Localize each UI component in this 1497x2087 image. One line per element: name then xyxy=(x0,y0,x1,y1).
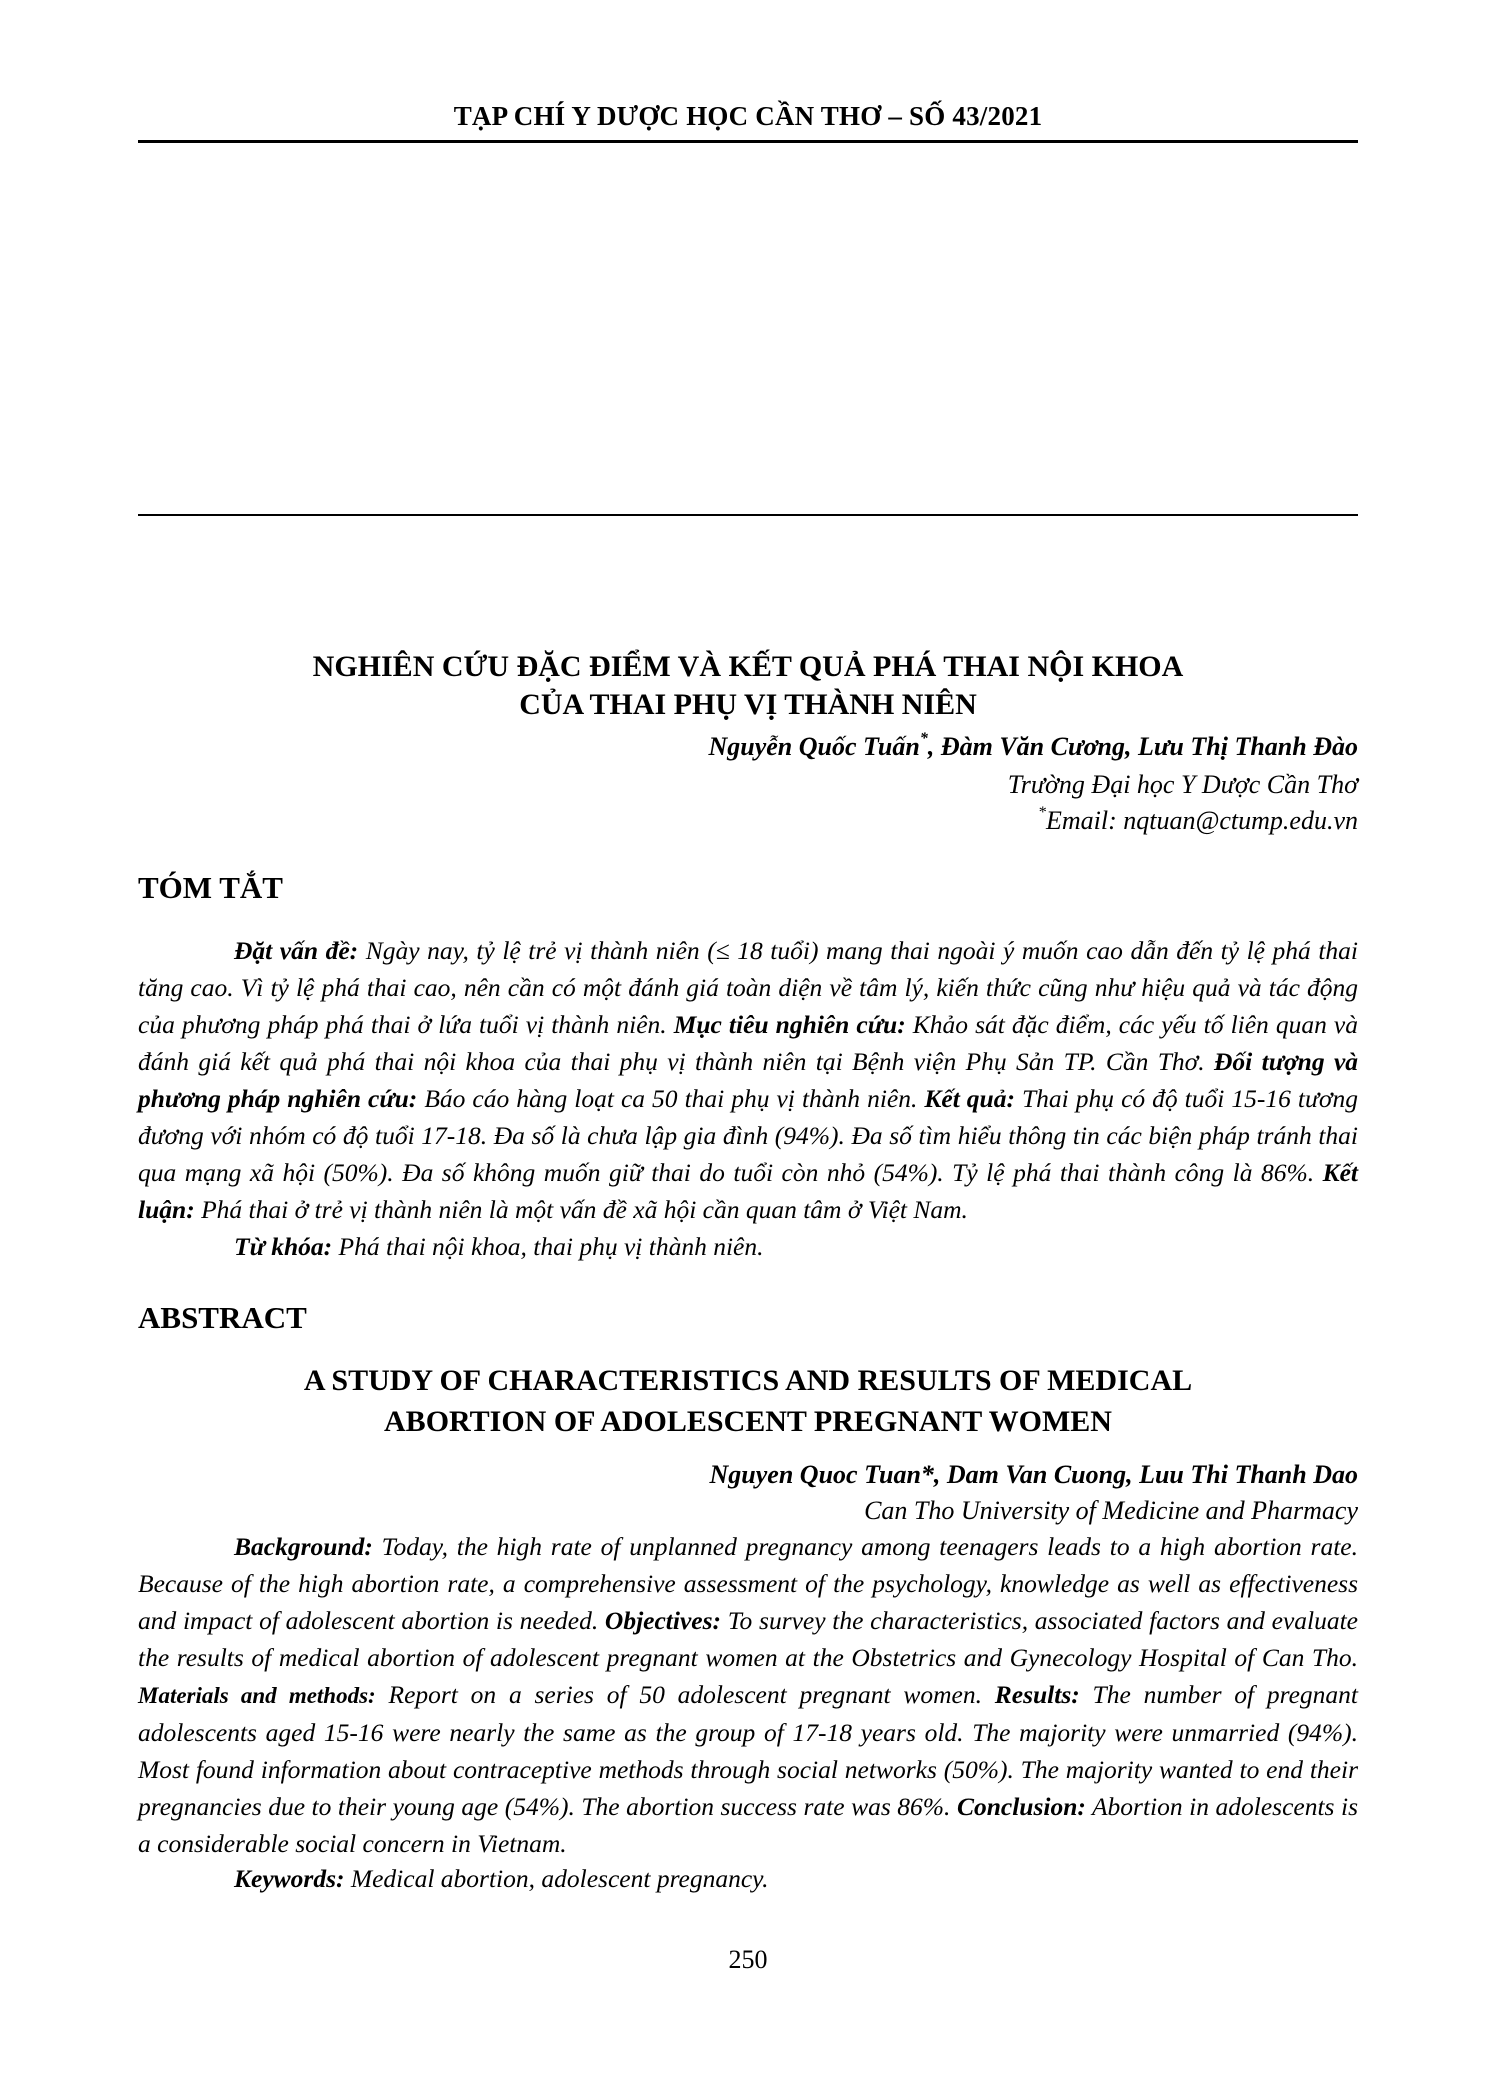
vi-affiliation: Trường Đại học Y Dược Cần Thơ xyxy=(1007,770,1358,799)
en-authors: Nguyen Quoc Tuan*, Dam Van Cuong, Luu Thi Thanh Dao xyxy=(709,1460,1358,1489)
vi-author-1: Nguyễn Quốc Tuấn xyxy=(708,732,920,761)
vi-keywords xyxy=(138,1228,1358,1265)
vi-title-line-1: NGHIÊN CỨU ĐẶC ĐIỂM VÀ KẾT QUẢ PHÁ THAI NỘI KHOA xyxy=(312,650,1184,683)
vi-abstract xyxy=(138,932,1358,1228)
en-background-label: Background: xyxy=(234,1532,373,1561)
vi-authors-rest: , Đàm Văn Cương, Lưu Thị Thanh Đào xyxy=(927,732,1358,761)
journal-running-head: TẠP CHÍ Y DƯỢC HỌC CẦN THƠ – SỐ 43/2021 xyxy=(453,101,1043,131)
en-keywords-label: Keywords: xyxy=(234,1864,345,1893)
vi-email-line xyxy=(138,804,1358,838)
en-results-text: The number of pregnant adolescents aged 15-16 were nearly the same as the group of 17-18 years old. The majority were unmarried (94%). Most found information about contraceptive methods through social networks (50%). The majority wanted to end their pregnancies due to their young age (54%). The abortion success rate was 86%. xyxy=(138,1680,1359,1821)
header-rule xyxy=(138,140,1358,143)
vi-conclusion-label: Kết luận: xyxy=(138,1158,1358,1224)
vi-title-line-2: CỦA THAI PHỤ VỊ THÀNH NIÊN xyxy=(519,688,977,721)
en-results-label: Results: xyxy=(994,1680,1080,1709)
vi-results-label: Kết quả: xyxy=(924,1084,1015,1113)
en-methods-label: Materials and methods: xyxy=(138,1683,376,1708)
vi-background-text: Ngày nay, tỷ lệ trẻ vị thành niên (≤ 18 tuổi) mang thai ngoài ý muốn cao dẫn đến tỷ lệ phá thai tăng cao. Vì tỷ lệ phá thai cao, nên cần có một đánh giá toàn diện về tâm lý, kiến thức cũng như hiệu quả và tác động của phương pháp phá thai ở lứa tuổi vị thành niên. xyxy=(138,936,1358,1039)
vi-keywords-text: Phá thai nội khoa, thai phụ vị thành niên. xyxy=(332,1232,764,1261)
en-keywords-text: Medical abortion, adolescent pregnancy. xyxy=(344,1864,769,1893)
vi-objectives-label: Mục tiêu nghiên cứu: xyxy=(673,1010,906,1039)
en-affiliation: Can Tho University of Medicine and Pharmacy xyxy=(864,1496,1358,1525)
vi-section-heading: TÓM TẮT xyxy=(138,870,283,905)
corresponding-mark: * xyxy=(919,730,928,748)
vi-results-text: Thai phụ có độ tuổi 15-16 tương đương với nhóm có độ tuổi 17-18. Đa số là chưa lập gia đình (94%). Đa số tìm hiểu thông tin các biện pháp tránh thai qua mạng xã hội (50%). Đa số không muốn giữ thai do tuổi còn nhỏ (54%). Tỷ lệ phá thai thành công là 86%. xyxy=(138,1084,1358,1187)
vi-keywords-label: Từ khóa: xyxy=(234,1232,333,1261)
en-abstract xyxy=(138,1528,1358,1862)
email-mark: * xyxy=(1037,804,1046,822)
section-divider xyxy=(138,514,1358,516)
en-keywords xyxy=(138,1860,1358,1897)
vi-background-label: Đặt vấn đề: xyxy=(234,936,359,965)
vi-email[interactable]: Email: nqtuan@ctump.edu.vn xyxy=(1045,806,1358,835)
en-methods-text: Report on a series of 50 adolescent pregnant women. xyxy=(375,1680,995,1709)
en-objectives-label: Objectives: xyxy=(604,1606,722,1635)
en-background-text: Today, the high rate of unplanned pregnancy among teenagers leads to a high abortion rate. Because of the high abortion rate, a comprehensive assessment of the psychology, knowledge as well as effectiveness and impact of adolescent abortion is needed. xyxy=(138,1532,1358,1635)
en-title-line-2: ABORTION OF ADOLESCENT PREGNANT WOMEN xyxy=(384,1405,1112,1438)
en-conclusion-text: Abortion in adolescents is a considerable social concern in Vietnam. xyxy=(138,1792,1359,1858)
en-section-heading: ABSTRACT xyxy=(138,1300,307,1335)
vi-methods-label: Đối tượng và phương pháp nghiên cứu: xyxy=(138,1047,1359,1113)
page-number: 250 xyxy=(728,1945,768,1974)
vi-objectives-text: Khảo sát đặc điểm, các yếu tố liên quan và đánh giá kết quả phá thai nội khoa của thai phụ vị thành niên tại Bệnh viện Phụ Sản TP. Cần Thơ. xyxy=(138,1010,1358,1076)
en-conclusion-label: Conclusion: xyxy=(956,1792,1086,1821)
en-objectives-text: To survey the characteristics, associated factors and evaluate the results of medical abortion of adolescent pregnant women at the Obstetrics and Gynecology Hospital of Can Tho. xyxy=(138,1606,1358,1672)
vi-methods-text: Báo cáo hàng loạt ca 50 thai phụ vị thành niên. xyxy=(417,1084,925,1113)
vi-conclusion-text: Phá thai ở trẻ vị thành niên là một vấn đề xã hội cần quan tâm ở Việt Nam. xyxy=(194,1195,968,1224)
en-title-line-1: A STUDY OF CHARACTERISTICS AND RESULTS OF MEDICAL xyxy=(303,1364,1193,1397)
vi-authors xyxy=(138,730,1358,764)
